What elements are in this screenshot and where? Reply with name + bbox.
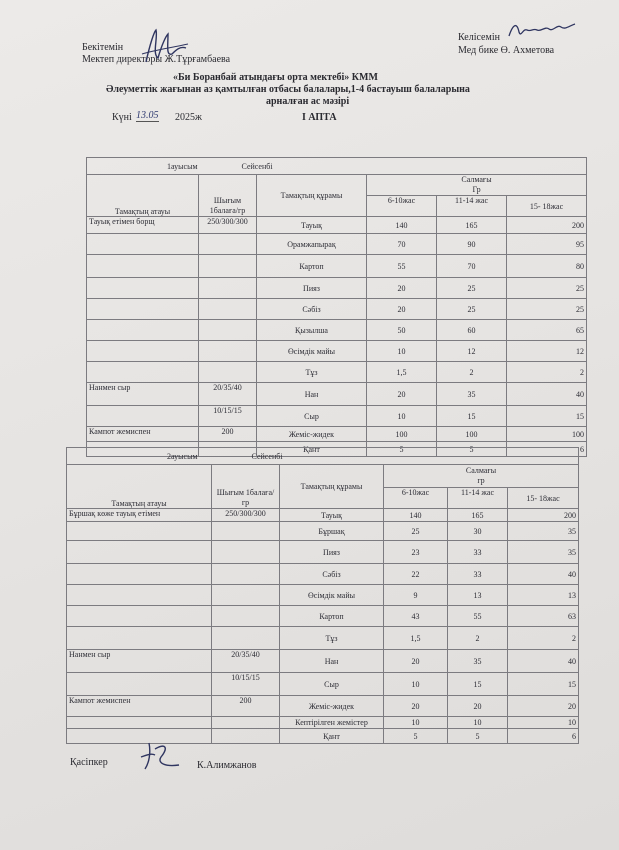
yield-cell: 10/15/15 bbox=[212, 673, 280, 696]
menu-table-shift-1 bbox=[86, 157, 587, 457]
yield-cell: 250/300/300 bbox=[212, 509, 280, 522]
age-group-1: 6-10жас bbox=[367, 196, 437, 217]
yield-cell bbox=[212, 606, 280, 627]
value-11-14-cell: 2 bbox=[448, 627, 508, 650]
value-6-10-cell: 20 bbox=[384, 696, 448, 717]
table-row bbox=[67, 585, 579, 606]
value-6-10-cell: 9 bbox=[384, 585, 448, 606]
table-row bbox=[87, 383, 587, 406]
age-group-2: 11-14 жас bbox=[448, 488, 508, 509]
day-label: Сейсенбі bbox=[251, 451, 283, 461]
shift-row bbox=[87, 158, 587, 175]
value-15-18-cell: 80 bbox=[507, 255, 587, 278]
ingredient-cell: Сәбіз bbox=[280, 564, 384, 585]
col-ingredients-header: Тамақтың құрамы bbox=[257, 175, 367, 217]
value-15-18-cell: 63 bbox=[508, 606, 579, 627]
value-11-14-cell: 15 bbox=[448, 673, 508, 696]
ingredient-cell: Қант bbox=[257, 442, 367, 457]
value-6-10-cell: 10 bbox=[367, 341, 437, 362]
header-row bbox=[67, 465, 579, 488]
yield-cell bbox=[212, 585, 280, 606]
yield-cell bbox=[199, 234, 257, 255]
value-15-18-cell: 6 bbox=[507, 442, 587, 457]
value-6-10-cell: 140 bbox=[384, 509, 448, 522]
dish-cell bbox=[87, 320, 199, 341]
value-11-14-cell: 55 bbox=[448, 606, 508, 627]
value-15-18-cell: 200 bbox=[507, 217, 587, 234]
ingredient-cell: Тұз bbox=[257, 362, 367, 383]
value-6-10-cell: 1,5 bbox=[367, 362, 437, 383]
yield-cell bbox=[212, 564, 280, 585]
table-row bbox=[87, 278, 587, 299]
menu-table-shift-2 bbox=[66, 447, 579, 744]
age-group-1: 6-10жас bbox=[384, 488, 448, 509]
dish-cell bbox=[67, 585, 212, 606]
dish-cell bbox=[87, 341, 199, 362]
value-11-14-cell: 90 bbox=[437, 234, 507, 255]
date-year: 2025ж bbox=[175, 112, 202, 123]
value-15-18-cell: 40 bbox=[508, 650, 579, 673]
value-15-18-cell: 13 bbox=[508, 585, 579, 606]
yield-cell: 200 bbox=[199, 427, 257, 442]
value-11-14-cell: 35 bbox=[448, 650, 508, 673]
age-group-3: 15- 18жас bbox=[507, 196, 587, 217]
dish-cell bbox=[67, 717, 212, 729]
table-row bbox=[87, 362, 587, 383]
shift-row bbox=[67, 448, 579, 465]
ingredient-cell: Кептірілген жемістер bbox=[280, 717, 384, 729]
nurse-line: Мед бике Ө. Ахметова bbox=[458, 45, 555, 56]
table-row bbox=[67, 717, 579, 729]
subtitle-line-1: Әлеуметтік жағынан аз қамтылған отбасы балалары,1-4 бастауыш балаларына bbox=[106, 84, 470, 95]
value-15-18-cell: 10 bbox=[508, 717, 579, 729]
yield-cell: 20/35/40 bbox=[199, 383, 257, 406]
yield-cell bbox=[212, 717, 280, 729]
value-11-14-cell: 5 bbox=[437, 442, 507, 457]
ingredient-cell: Сәбіз bbox=[257, 299, 367, 320]
col-dish-header: Тамақтың атауы bbox=[67, 465, 212, 509]
value-15-18-cell: 35 bbox=[508, 522, 579, 541]
value-6-10-cell: 23 bbox=[384, 541, 448, 564]
value-6-10-cell: 100 bbox=[367, 427, 437, 442]
ingredient-cell: Сыр bbox=[280, 673, 384, 696]
value-6-10-cell: 20 bbox=[367, 278, 437, 299]
col-ingredients-header: Тамақтың құрамы bbox=[280, 465, 384, 509]
value-6-10-cell: 20 bbox=[367, 383, 437, 406]
yield-cell bbox=[199, 255, 257, 278]
value-6-10-cell: 50 bbox=[367, 320, 437, 341]
dish-cell: Кампот жемиспен bbox=[87, 427, 199, 442]
yield-cell bbox=[199, 341, 257, 362]
value-11-14-cell: 165 bbox=[437, 217, 507, 234]
dish-cell: Кампот жемиспен bbox=[67, 696, 212, 717]
ingredient-cell: Пияз bbox=[257, 278, 367, 299]
ingredient-cell: Қант bbox=[280, 729, 384, 744]
ingredient-cell: Пияз bbox=[280, 541, 384, 564]
value-15-18-cell: 15 bbox=[507, 406, 587, 427]
value-11-14-cell: 5 bbox=[448, 729, 508, 744]
yield-cell bbox=[212, 627, 280, 650]
value-11-14-cell: 25 bbox=[437, 299, 507, 320]
value-11-14-cell: 13 bbox=[448, 585, 508, 606]
yield-cell bbox=[199, 278, 257, 299]
yield-cell bbox=[212, 541, 280, 564]
ingredient-cell: Жеміс-жидек bbox=[257, 427, 367, 442]
yield-cell bbox=[199, 299, 257, 320]
yield-cell: 250/300/300 bbox=[199, 217, 257, 234]
dish-cell bbox=[67, 606, 212, 627]
dish-cell: Нанмен сыр bbox=[67, 650, 212, 673]
ingredient-cell: Өсімдік майы bbox=[257, 341, 367, 362]
table-row bbox=[67, 564, 579, 585]
table-row bbox=[87, 299, 587, 320]
value-15-18-cell: 100 bbox=[507, 427, 587, 442]
col-yield-header: Шығым 1балаға/гр bbox=[199, 175, 257, 217]
table-row bbox=[67, 606, 579, 627]
yield-cell: 10/15/15 bbox=[199, 406, 257, 427]
menu-rows bbox=[67, 509, 579, 744]
value-6-10-cell: 5 bbox=[384, 729, 448, 744]
value-11-14-cell: 33 bbox=[448, 564, 508, 585]
week-label: I АПТА bbox=[302, 112, 337, 123]
dish-cell: Тауық етімен борщ bbox=[87, 217, 199, 234]
age-group-3: 15- 18жас bbox=[508, 488, 579, 509]
shift-label: 2ауысым bbox=[167, 451, 198, 461]
dish-cell bbox=[67, 522, 212, 541]
value-11-14-cell: 12 bbox=[437, 341, 507, 362]
dish-cell: Нанмен сыр bbox=[87, 383, 199, 406]
value-11-14-cell: 30 bbox=[448, 522, 508, 541]
dish-cell bbox=[87, 362, 199, 383]
value-15-18-cell: 15 bbox=[508, 673, 579, 696]
day-label: Сейсенбі bbox=[241, 161, 273, 171]
value-11-14-cell: 10 bbox=[448, 717, 508, 729]
age-group-2: 11-14 жас bbox=[437, 196, 507, 217]
dish-cell bbox=[87, 234, 199, 255]
value-15-18-cell: 40 bbox=[507, 383, 587, 406]
value-6-10-cell: 10 bbox=[384, 673, 448, 696]
header-row bbox=[87, 175, 587, 196]
col-yield-header: Шығым 1балаға/гр bbox=[212, 465, 280, 509]
value-11-14-cell: 33 bbox=[448, 541, 508, 564]
ingredient-cell: Қызылша bbox=[257, 320, 367, 341]
value-6-10-cell: 20 bbox=[367, 299, 437, 320]
value-11-14-cell: 25 bbox=[437, 278, 507, 299]
menu-rows bbox=[87, 217, 587, 457]
value-6-10-cell: 55 bbox=[367, 255, 437, 278]
value-15-18-cell: 35 bbox=[508, 541, 579, 564]
table-row bbox=[87, 341, 587, 362]
value-6-10-cell: 5 bbox=[367, 442, 437, 457]
unit-label: гр bbox=[477, 476, 485, 485]
value-6-10-cell: 22 bbox=[384, 564, 448, 585]
school-name: «Би Боранбай атындағы орта мектебі» КММ bbox=[173, 72, 378, 83]
ingredient-cell: Сыр bbox=[257, 406, 367, 427]
value-11-14-cell: 60 bbox=[437, 320, 507, 341]
ingredient-cell: Тауық bbox=[257, 217, 367, 234]
col-weight-header bbox=[367, 175, 587, 196]
table-row bbox=[87, 255, 587, 278]
table-row bbox=[67, 673, 579, 696]
dish-cell bbox=[67, 541, 212, 564]
value-6-10-cell: 10 bbox=[384, 717, 448, 729]
table-row bbox=[67, 522, 579, 541]
yield-cell bbox=[199, 320, 257, 341]
dish-cell bbox=[87, 255, 199, 278]
dish-cell bbox=[87, 278, 199, 299]
weight-label: Салмағы bbox=[465, 466, 497, 475]
table-row bbox=[87, 427, 587, 442]
subtitle-line-2: арналған ас мәзірі bbox=[266, 96, 350, 107]
ingredient-cell: Бұршақ bbox=[280, 522, 384, 541]
director-signature bbox=[140, 24, 190, 68]
value-6-10-cell: 140 bbox=[367, 217, 437, 234]
ingredient-cell: Орамжапырақ bbox=[257, 234, 367, 255]
weight-label: Салмағы bbox=[461, 175, 492, 184]
value-15-18-cell: 65 bbox=[507, 320, 587, 341]
ingredient-cell: Картоп bbox=[257, 255, 367, 278]
ingredient-cell: Тауық bbox=[280, 509, 384, 522]
table-row bbox=[87, 406, 587, 427]
dish-cell bbox=[87, 406, 199, 427]
table-row bbox=[87, 234, 587, 255]
date-label: Күні bbox=[112, 112, 132, 123]
table-row bbox=[67, 541, 579, 564]
value-11-14-cell: 35 bbox=[437, 383, 507, 406]
ingredient-cell: Тұз bbox=[280, 627, 384, 650]
ingredient-cell: Өсімдік майы bbox=[280, 585, 384, 606]
nurse-signature bbox=[505, 20, 577, 42]
table-row bbox=[87, 217, 587, 234]
value-15-18-cell: 40 bbox=[508, 564, 579, 585]
col-dish-header: Тамақтың атауы bbox=[87, 175, 199, 217]
value-15-18-cell: 2 bbox=[507, 362, 587, 383]
value-6-10-cell: 20 bbox=[384, 650, 448, 673]
value-15-18-cell: 25 bbox=[507, 278, 587, 299]
yield-cell bbox=[199, 362, 257, 383]
dish-cell bbox=[67, 564, 212, 585]
table-row bbox=[87, 320, 587, 341]
yield-cell bbox=[212, 522, 280, 541]
ingredient-cell: Картоп bbox=[280, 606, 384, 627]
value-15-18-cell: 12 bbox=[507, 341, 587, 362]
dish-cell bbox=[87, 299, 199, 320]
unit-label: Гр bbox=[472, 185, 481, 194]
value-6-10-cell: 70 bbox=[367, 234, 437, 255]
approve-label: Бекітемін bbox=[82, 42, 124, 53]
value-15-18-cell: 2 bbox=[508, 627, 579, 650]
value-11-14-cell: 2 bbox=[437, 362, 507, 383]
director-line: Мектеп директоры Ж.Тұрғамбаева bbox=[82, 54, 231, 65]
value-11-14-cell: 165 bbox=[448, 509, 508, 522]
value-6-10-cell: 1,5 bbox=[384, 627, 448, 650]
yield-cell: 200 bbox=[212, 696, 280, 717]
date-handwritten: 13.05 bbox=[136, 110, 159, 121]
ingredient-cell: Жеміс-жидек bbox=[280, 696, 384, 717]
yield-cell: 20/35/40 bbox=[212, 650, 280, 673]
value-15-18-cell: 6 bbox=[508, 729, 579, 744]
dish-cell bbox=[67, 627, 212, 650]
table-row bbox=[67, 650, 579, 673]
ingredient-cell: Нан bbox=[257, 383, 367, 406]
value-6-10-cell: 10 bbox=[367, 406, 437, 427]
table-row bbox=[67, 627, 579, 650]
value-11-14-cell: 100 bbox=[437, 427, 507, 442]
value-11-14-cell: 15 bbox=[437, 406, 507, 427]
ingredient-cell: Нан bbox=[280, 650, 384, 673]
table-row bbox=[67, 509, 579, 522]
col-weight-header bbox=[384, 465, 579, 488]
cook-name: К.Алимжанов bbox=[197, 760, 257, 771]
value-15-18-cell: 200 bbox=[508, 509, 579, 522]
agree-label: Келісемін bbox=[458, 32, 500, 43]
value-15-18-cell: 20 bbox=[508, 696, 579, 717]
value-15-18-cell: 25 bbox=[507, 299, 587, 320]
value-6-10-cell: 43 bbox=[384, 606, 448, 627]
value-11-14-cell: 20 bbox=[448, 696, 508, 717]
dish-cell bbox=[67, 673, 212, 696]
value-6-10-cell: 25 bbox=[384, 522, 448, 541]
dish-cell: Бұршақ көже тауық етімен bbox=[67, 509, 212, 522]
shift-label: 1ауысым bbox=[167, 161, 198, 171]
value-15-18-cell: 95 bbox=[507, 234, 587, 255]
cook-label: Қасіпкер bbox=[70, 757, 108, 768]
cook-signature bbox=[135, 735, 185, 775]
table-row bbox=[67, 696, 579, 717]
yield-cell bbox=[212, 729, 280, 744]
value-11-14-cell: 70 bbox=[437, 255, 507, 278]
